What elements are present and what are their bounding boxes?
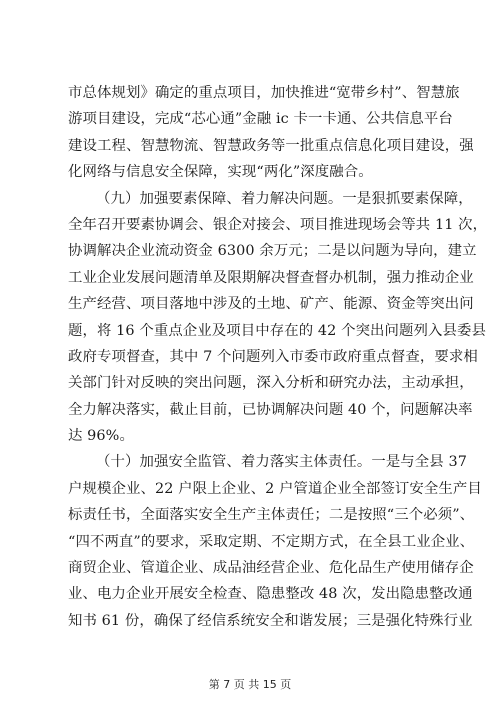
text-line: 工业企业发展问题清单及限期解决督查督办机制，强力推动企业 xyxy=(68,269,474,286)
page-footer: 第 7 页 共 15 页 xyxy=(208,678,292,691)
text-line: 商贸企业、管道企业、成品油经营企业、危化品生产使用储存企 xyxy=(68,560,474,577)
text-line: 市总体规划》确定的重点项目，加快推进“宽带乡村”、智慧旅 xyxy=(68,85,460,101)
text-line: 全年召开要素协调会、银企对接会、项目推进现场会等共 11 次， xyxy=(68,216,488,233)
text-line: 业、电力企业开展安全检查、隐患整改 48 次，发出隐患整改通 xyxy=(68,586,473,603)
body-text xyxy=(68,80,488,634)
text-line: 建设工程、智慧物流、智慧政务等一批重点信息化项目建设，强 xyxy=(68,137,474,154)
text-line: 全力解决落实，截止目前，已协调解决问题 40 个，问题解决率 xyxy=(68,401,473,418)
text-line: 生产经营、项目落地中涉及的土地、矿产、能源、资金等突出问 xyxy=(68,296,474,313)
text-line: 户规模企业、22 户限上企业、2 户管道企业全部签订安全生产目 xyxy=(68,480,482,497)
text-line: 标责任书，全面落实安全生产主体责任；二是按照“三个必须”、 xyxy=(68,507,475,524)
text-line: 知书 61 份，确保了经信系统安全和谐发展；三是强化特殊行业 xyxy=(68,612,473,629)
text-line: “四不两直”的要求，采取定期、不定期方式，在全县工业企业、 xyxy=(68,533,475,550)
text-line: 关部门针对反映的突出问题，深入分析和研究办法，主动承担， xyxy=(68,375,474,392)
text-line: 协调解决企业流动资金 6300 余万元；二是以问题为导向，建立 xyxy=(68,243,477,260)
text-line: 政府专项督查，其中 7 个问题列入市委市政府重点督查，要求相 xyxy=(68,348,478,365)
text-line: 化网络与信息安全保障，实现“两化”深度融合。 xyxy=(68,164,373,181)
text-line: （九）加强要素保障、着力解决问题。一是狠抓要素保障， xyxy=(96,190,473,207)
text-line: 达 96%。 xyxy=(68,428,134,445)
text-line: 游项目建设，完成“芯心通”金融 ic 卡一卡通、公共信息平台 xyxy=(68,111,453,128)
text-line: （十）加强安全监管、着力落实主体责任。一是与全县 37 xyxy=(96,454,467,471)
text-line: 题，将 16 个重点企业及项目中存在的 42 个突出问题列入县委县 xyxy=(68,322,486,339)
